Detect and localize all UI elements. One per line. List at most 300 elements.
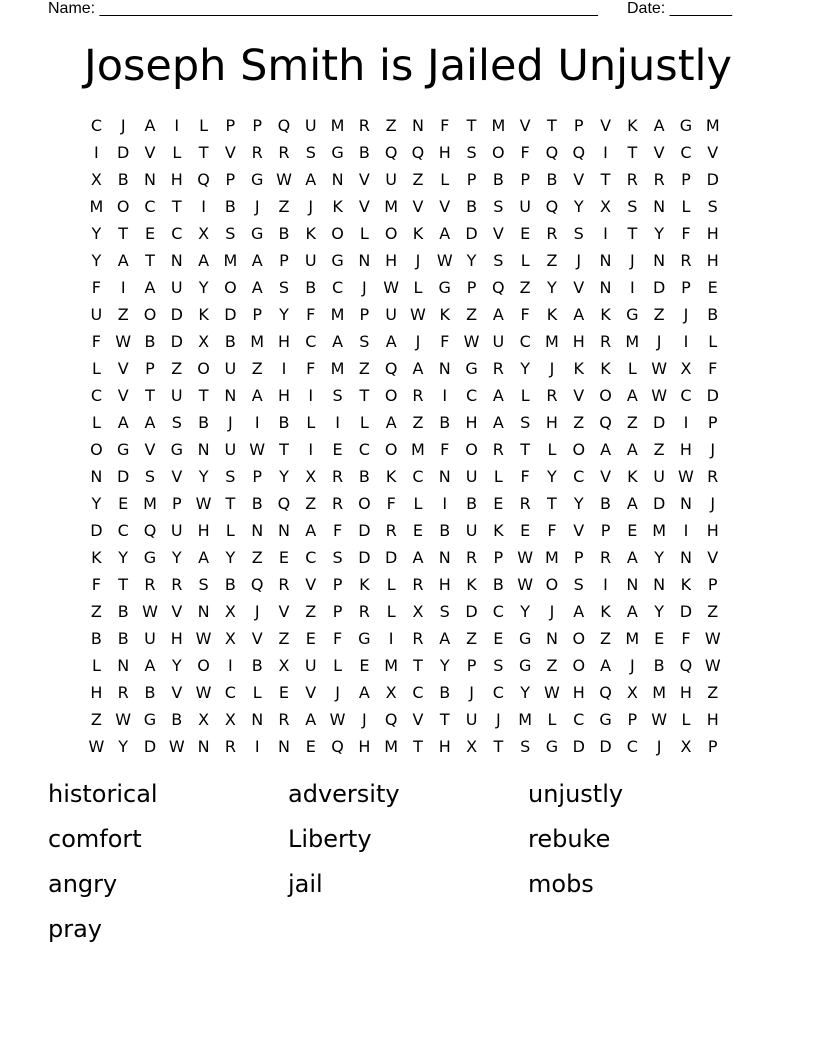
grid-letter: V [707, 548, 719, 567]
grid-letter: W [383, 278, 400, 297]
grid-letter: B [171, 710, 183, 729]
grid-letter: L [413, 278, 423, 297]
grid-letter: B [278, 224, 290, 243]
grid-letter: N [197, 440, 210, 459]
word-list-item: jail [288, 870, 323, 898]
grid-letter: L [386, 575, 396, 594]
grid-letter: A [653, 116, 665, 135]
grid-letter: G [626, 305, 639, 324]
grid-letter: N [170, 251, 183, 270]
grid-letter: B [546, 170, 558, 189]
grid-letter: A [492, 305, 504, 324]
grid-letter: V [251, 629, 263, 648]
grid-letter: D [652, 278, 666, 297]
grid-letter: Z [707, 602, 719, 621]
grid-letter: L [91, 359, 101, 378]
grid-letter: K [680, 575, 692, 594]
word-list-item: adversity [288, 780, 400, 808]
grid-letter: O [465, 440, 478, 459]
grid-letter: Y [198, 467, 209, 486]
grid-letter: A [600, 656, 612, 675]
grid-letter: I [120, 278, 126, 297]
grid-letter: R [653, 170, 665, 189]
grid-letter: Q [545, 197, 559, 216]
grid-letter: J [335, 683, 340, 702]
grid-letter: O [358, 494, 371, 513]
grid-letter: G [438, 278, 451, 297]
grid-letter: R [171, 575, 183, 594]
grid-letter: O [545, 575, 559, 594]
grid-letter: K [412, 224, 424, 243]
grid-letter: A [626, 440, 638, 459]
grid-letter: H [385, 251, 398, 270]
grid-row [83, 166, 726, 193]
grid-letter: Z [546, 251, 558, 270]
grid-letter: Y [573, 494, 584, 513]
grid-letter: Y [466, 251, 477, 270]
grid-letter: M [330, 116, 345, 135]
grid-letter: J [415, 251, 421, 270]
grid-letter: D [572, 737, 585, 756]
grid-letter: G [518, 629, 532, 648]
grid-letter: T [225, 494, 236, 513]
grid-letter: I [603, 575, 608, 594]
grid-letter: X [224, 602, 236, 621]
grid-letter: M [89, 197, 104, 216]
grid-letter: Z [117, 305, 129, 324]
grid-letter: R [626, 170, 638, 189]
grid-letter: P [707, 575, 718, 594]
grid-letter: D [465, 602, 478, 621]
grid-letter: M [250, 332, 265, 351]
grid-letter: U [304, 656, 317, 675]
grid-letter: J [549, 359, 555, 378]
grid-letter: V [412, 197, 424, 216]
grid-letter: L [359, 224, 369, 243]
grid-row [83, 112, 726, 139]
grid-letter: C [412, 683, 424, 702]
grid-letter: D [706, 170, 719, 189]
grid-letter: F [547, 521, 557, 540]
grid-row [83, 355, 726, 382]
grid-letter: A [626, 602, 638, 621]
grid-letter: I [254, 413, 260, 432]
grid-letter: M [545, 332, 559, 351]
grid-letter: O [116, 197, 130, 216]
grid-letter: R [680, 251, 692, 270]
grid-letter: V [492, 224, 504, 243]
grid-letter: T [520, 440, 531, 459]
grid-letter: K [600, 305, 611, 324]
grid-letter: S [278, 278, 290, 297]
grid-letter: O [331, 224, 344, 243]
grid-letter: J [629, 251, 635, 270]
grid-letter: M [625, 629, 640, 648]
grid-letter: N [251, 521, 264, 540]
grid-letter: L [91, 413, 101, 432]
grid-letter: V [224, 143, 236, 162]
grid-letter: C [171, 224, 183, 243]
grid-letter: L [681, 197, 691, 216]
grid-letter: W [168, 737, 185, 756]
grid-letter: T [359, 386, 370, 405]
grid-letter: C [680, 143, 692, 162]
grid-letter: L [333, 656, 343, 675]
grid-letter: S [493, 656, 504, 675]
grid-letter: V [519, 116, 531, 135]
grid-letter: V [412, 710, 424, 729]
grid-letter: N [277, 521, 290, 540]
grid-letter: A [492, 386, 504, 405]
grid-letter: V [439, 197, 451, 216]
grid-letter: W [463, 332, 480, 351]
grid-letter: V [144, 440, 156, 459]
grid-letter: C [90, 386, 102, 405]
grid-letter: Z [707, 683, 719, 702]
grid-letter: Q [492, 278, 505, 297]
grid-letter: W [651, 359, 668, 378]
grid-letter: D [224, 305, 237, 324]
grid-letter: P [493, 548, 504, 567]
grid-letter: L [627, 359, 637, 378]
grid-letter: H [679, 683, 692, 702]
grid-letter: Z [573, 413, 585, 432]
grid-letter: H [706, 251, 719, 270]
grid-letter: V [653, 143, 665, 162]
grid-letter: U [170, 521, 183, 540]
grid-letter: A [626, 548, 638, 567]
grid-letter: S [332, 386, 343, 405]
grid-letter: O [599, 386, 612, 405]
grid-letter: D [117, 143, 130, 162]
grid-letter: E [278, 683, 290, 702]
grid-letter: K [627, 116, 638, 135]
grid-letter: S [493, 251, 504, 270]
grid-letter: O [572, 440, 586, 459]
grid-letter: R [251, 143, 263, 162]
grid-letter: H [706, 521, 719, 540]
grid-letter: W [678, 467, 694, 486]
grid-letter: Q [599, 683, 612, 702]
grid-letter: P [627, 710, 638, 729]
grid-letter: S [439, 602, 450, 621]
grid-letter: E [520, 224, 531, 243]
grid-letter: R [144, 575, 156, 594]
grid-letter: Y [171, 548, 182, 567]
grid-letter: X [278, 656, 290, 675]
grid-letter: K [600, 602, 611, 621]
grid-letter: B [224, 332, 236, 351]
page-title: Joseph Smith is Jailed Unjustly [84, 41, 732, 91]
grid-letter: H [572, 683, 585, 702]
grid-letter: K [332, 197, 343, 216]
grid-letter: U [224, 440, 237, 459]
grid-letter: Y [520, 602, 531, 621]
grid-letter: L [440, 170, 450, 189]
grid-letter: T [547, 116, 557, 135]
grid-letter: Y [573, 197, 584, 216]
grid-letter: H [170, 629, 183, 648]
grid-letter: X [224, 629, 236, 648]
grid-letter: V [171, 467, 183, 486]
grid-letter: N [144, 170, 156, 189]
grid-letter: C [305, 332, 317, 351]
grid-row [83, 517, 726, 544]
grid-letter: P [171, 494, 182, 513]
grid-letter: N [224, 386, 237, 405]
grid-letter: U [385, 305, 398, 324]
grid-letter: V [573, 170, 585, 189]
grid-letter: D [117, 467, 130, 486]
grid-letter: L [547, 440, 557, 459]
grid-letter: S [627, 197, 638, 216]
grid-letter: S [707, 197, 718, 216]
grid-letter: Z [251, 359, 263, 378]
grid-letter: M [330, 359, 345, 378]
grid-letter: B [117, 602, 129, 621]
grid-letter: Q [277, 494, 291, 513]
grid-letter: V [117, 386, 129, 405]
grid-letter: F [520, 143, 530, 162]
grid-letter: B [653, 656, 665, 675]
grid-letter: Z [546, 656, 558, 675]
grid-letter: X [224, 710, 236, 729]
grid-letter: F [386, 494, 396, 513]
grid-letter: Z [278, 197, 290, 216]
grid-letter: T [145, 251, 155, 270]
grid-letter: Q [143, 521, 157, 540]
grid-letter: B [707, 305, 719, 324]
grid-letter: N [599, 251, 612, 270]
grid-letter: J [228, 413, 233, 432]
grid-letter: B [492, 575, 504, 594]
grid-letter: H [572, 332, 585, 351]
word-list-item: comfort [48, 825, 142, 853]
grid-letter: R [332, 467, 344, 486]
grid-letter: H [438, 737, 451, 756]
grid-letter: L [386, 602, 396, 621]
grid-letter: R [358, 116, 370, 135]
grid-letter: V [358, 197, 370, 216]
grid-letter: A [626, 494, 638, 513]
grid-letter: K [305, 224, 317, 243]
grid-letter: Y [225, 548, 236, 567]
grid-letter: B [466, 197, 478, 216]
grid-letter: P [332, 602, 343, 621]
grid-letter: G [250, 224, 264, 243]
grid-letter: V [117, 359, 129, 378]
grid-letter: D [706, 386, 719, 405]
grid-letter: V [144, 143, 156, 162]
grid-letter: S [171, 413, 182, 432]
grid-letter: R [707, 467, 719, 486]
grid-letter: Q [250, 575, 264, 594]
grid-row [83, 436, 726, 463]
grid-letter: T [198, 386, 209, 405]
grid-letter: I [308, 386, 314, 405]
grid-letter: N [277, 737, 290, 756]
grid-letter: Z [412, 170, 424, 189]
grid-letter: D [90, 521, 103, 540]
grid-letter: T [466, 116, 477, 135]
grid-letter: K [546, 305, 558, 324]
grid-letter: G [331, 143, 344, 162]
grid-letter: R [492, 359, 504, 378]
grid-letter: M [223, 251, 238, 270]
grid-letter: A [385, 413, 397, 432]
grid-letter: T [171, 197, 182, 216]
grid-letter: C [680, 386, 692, 405]
grid-letter: P [279, 251, 289, 270]
grid-letter: E [520, 521, 531, 540]
grid-letter: J [576, 251, 582, 270]
grid-row [83, 571, 726, 598]
grid-letter: D [170, 305, 183, 324]
grid-letter: G [116, 440, 130, 459]
grid-letter: Y [654, 602, 665, 621]
grid-letter: S [573, 224, 584, 243]
grid-letter: J [629, 656, 635, 675]
grid-letter: P [252, 467, 262, 486]
grid-letter: H [277, 386, 290, 405]
grid-letter: I [281, 359, 287, 378]
grid-letter: J [549, 602, 555, 621]
grid-letter: I [388, 629, 394, 648]
grid-letter: Y [118, 548, 129, 567]
grid-letter: I [683, 521, 689, 540]
grid-letter: C [358, 440, 370, 459]
grid-letter: A [626, 386, 638, 405]
grid-letter: W [115, 710, 132, 729]
grid-letter: F [440, 116, 450, 135]
grid-letter: T [145, 386, 155, 405]
grid-letter: S [493, 197, 504, 216]
grid-letter: X [198, 332, 210, 351]
grid-letter: D [358, 548, 371, 567]
grid-letter: P [359, 305, 370, 324]
grid-letter: B [144, 332, 156, 351]
grid-letter: P [573, 548, 584, 567]
grid-letter: D [465, 224, 478, 243]
grid-letter: H [277, 332, 290, 351]
grid-letter: P [707, 413, 718, 432]
grid-letter: D [652, 413, 666, 432]
grid-row [83, 328, 726, 355]
grid-letter: A [358, 683, 370, 702]
grid-letter: C [144, 197, 156, 216]
grid-letter: P [573, 116, 584, 135]
grid-row [83, 679, 726, 706]
grid-letter: D [599, 737, 612, 756]
grid-letter: Y [118, 737, 129, 756]
grid-letter: X [90, 170, 102, 189]
grid-letter: M [384, 737, 399, 756]
grid-letter: C [224, 683, 236, 702]
grid-letter: N [438, 467, 451, 486]
grid-letter: I [174, 116, 180, 135]
grid-letter: G [143, 710, 157, 729]
grid-letter: B [251, 494, 263, 513]
grid-letter: B [251, 656, 263, 675]
grid-letter: Q [411, 143, 425, 162]
word-list-item: unjustly [528, 780, 624, 808]
grid-letter: Z [653, 305, 665, 324]
grid-letter: T [279, 440, 289, 459]
grid-letter: P [332, 575, 343, 594]
grid-letter: T [118, 224, 129, 243]
grid-letter: J [656, 737, 662, 756]
grid-letter: W [544, 683, 560, 702]
grid-letter: Q [384, 359, 398, 378]
grid-letter: M [545, 548, 559, 567]
word-list-item: historical [48, 780, 158, 808]
grid-letter: O [384, 440, 398, 459]
grid-letter: B [305, 278, 317, 297]
word-list-item: pray [48, 915, 103, 943]
grid-letter: H [197, 521, 210, 540]
grid-letter: C [573, 710, 585, 729]
grid-letter: U [465, 521, 478, 540]
grid-letter: H [706, 224, 719, 243]
grid-letter: R [412, 575, 424, 594]
grid-letter: R [278, 575, 290, 594]
grid-row [83, 544, 726, 571]
grid-letter: F [440, 440, 450, 459]
grid-letter: P [681, 170, 691, 189]
grid-letter: R [412, 386, 424, 405]
grid-letter: H [358, 737, 371, 756]
grid-letter: E [412, 521, 424, 540]
grid-row [83, 463, 726, 490]
grid-letter: B [358, 143, 370, 162]
grid-letter: A [251, 386, 263, 405]
grid-letter: Z [466, 305, 478, 324]
grid-letter: N [545, 629, 558, 648]
grid-letter: K [573, 359, 584, 378]
grid-letter: Q [599, 413, 612, 432]
grid-letter: W [704, 629, 721, 648]
grid-letter: D [170, 332, 183, 351]
grid-letter: O [384, 224, 398, 243]
grid-letter: W [276, 170, 292, 189]
grid-letter: O [572, 629, 586, 648]
grid-row [83, 598, 726, 625]
grid-letter: C [331, 278, 344, 297]
grid-letter: Z [90, 710, 102, 729]
grid-letter: F [91, 278, 101, 297]
grid-letter: J [254, 602, 260, 621]
grid-letter: A [332, 332, 344, 351]
grid-letter: L [91, 656, 101, 675]
grid-letter: R [492, 440, 504, 459]
grid-letter: U [519, 197, 531, 216]
grid-letter: Z [466, 629, 478, 648]
grid-letter: F [681, 224, 691, 243]
grid-letter: O [197, 359, 210, 378]
grid-letter: L [708, 332, 718, 351]
grid-letter: Q [679, 656, 693, 675]
grid-row [83, 301, 726, 328]
grid-letter: W [115, 332, 132, 351]
grid-letter: F [91, 332, 101, 351]
grid-letter: S [305, 143, 316, 162]
grid-letter: K [359, 575, 370, 594]
grid-letter: N [197, 737, 210, 756]
grid-letter: Z [385, 116, 397, 135]
grid-letter: M [705, 116, 720, 135]
grid-letter: M [652, 683, 667, 702]
grid-letter: O [492, 143, 505, 162]
